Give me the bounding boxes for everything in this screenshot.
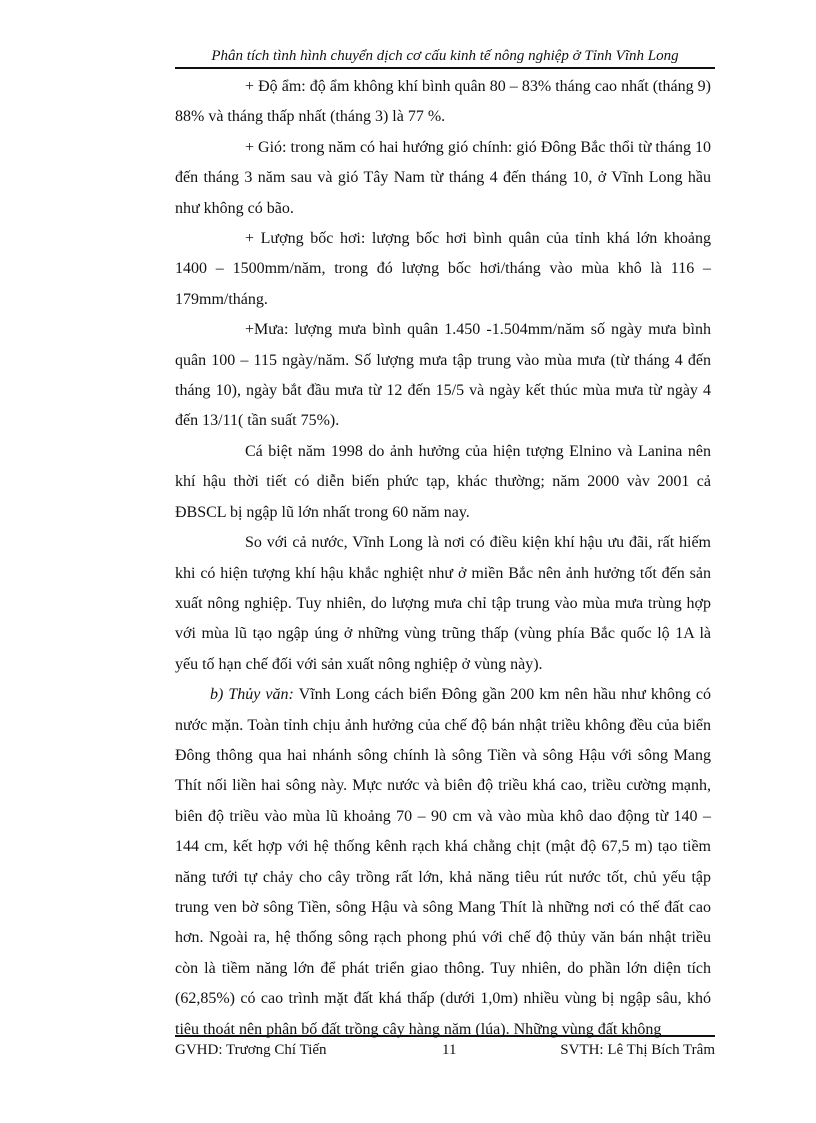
paragraph-humidity: + Độ ẩm: độ ẩm không khí bình quân 80 – 83% tháng cao nhất (tháng 9) 88% và tháng thấp nhất (tháng 3) là 77 %.: [175, 78, 711, 126]
paragraph-rain: +Mưa: lượng mưa bình quân 1.450 -1.504mm/năm số ngày mưa bình quân 100 – 115 ngày/năm. Số lượng mưa tập trung vào mùa mưa (từ tháng 4 đến tháng 10), ngày bắt đầu mưa từ 12 đến 15/5 và ngày kết thúc mùa mưa từ ngày 4 đến 13/11( tần suất 75%).: [175, 321, 711, 430]
paragraph-1998: Cá biệt năm 1998 do ảnh hưởng của hiện tượng Elnino và Lanina nên khí hậu thời tiết có diễn biến phức tạp, khác thường; năm 2000 vàv 2001 cả ĐBSCL bị ngập lũ lớn nhất trong 60 năm nay.: [175, 442, 711, 521]
footer-rule: [175, 1035, 715, 1037]
page-number: 11: [442, 1042, 457, 1058]
hydrology-text: Vĩnh Long cách biển Đông gần 200 km nên hầu như không có nước mặn. Toàn tỉnh chịu ảnh hưởng của chế độ bán nhật triều không đều của biển Đông thông qua hai nhánh sông chính là sông Tiền và sông Hậu với sông Mang Thít nối liền hai sông này. Mực nước và biên độ triều khá cao, triều cường mạnh, biên độ triều vào mùa lũ khoảng 70 – 90 cm và vào mùa khô dao động từ 140 – 144 cm, kết hợp với hệ thống kênh rạch khá chằng chịt (mật độ 67,5 m) tạo tiềm năng tưới tự chảy cho cây trồng rất lớn, khả năng tiêu rút nước tốt, chủ yếu tập trung ven bờ sông Tiền, sông Hậu và sông Mang Thít là những nơi có thế đất cao hơn. Ngoài ra, hệ thống sông rạch phong phú với chế độ thủy văn bán nhật triều còn là tiềm năng lớn để phát triển giao thông. Tuy nhiên, do phần lớn diện tích (62,85%) có cao trình mặt đất khá thấp (dưới 1,0m) nhiều vùng bị ngập sâu, khó tiêu thoát nên phân bố đất trồng cây hàng năm (lúa). Những vùng đất không: [175, 686, 711, 1038]
hydrology-label: b) Thủy văn:: [210, 686, 294, 704]
paragraph-climate-summary: So với cả nước, Vĩnh Long là nơi có điều kiện khí hậu ưu đãi, rất hiếm khi có hiện tượng khí hậu khắc nghiệt như ở miền Bắc nên ảnh hưởng tốt đến sản xuất nông nghiệp. Tuy nhiên, do lượng mưa chỉ tập trung vào mùa mưa trùng hợp với mùa lũ tạo ngập úng ở những vùng trũng thấp (vùng phía Bắc quốc lộ 1A là yếu tố hạn chế đối với sản xuất nông nghiệp ở vùng này).: [175, 534, 711, 673]
header-rule: [175, 67, 715, 69]
footer-advisor: GVHD: Trương Chí Tiến: [175, 1042, 327, 1058]
page-header-title: Phân tích tình hình chuyển dịch cơ cấu kinh tế nông nghiệp ở Tỉnh Vĩnh Long: [211, 48, 679, 64]
page-body: [175, 72, 711, 1045]
paragraph-hydrology: [175, 680, 711, 1045]
paragraph-wind: + Gió: trong năm có hai hướng gió chính: gió Đông Bắc thổi từ tháng 10 đến tháng 3 năm sau và gió Tây Nam từ tháng 4 đến tháng 10, ở Vĩnh Long hầu như không có bão.: [175, 138, 711, 217]
page-footer: [175, 1040, 715, 1060]
footer-student: SVTH: Lê Thị Bích Trâm: [560, 1042, 715, 1058]
paragraph-evaporation: + Lượng bốc hơi: lượng bốc hơi bình quân của tỉnh khá lớn khoảng 1400 – 1500mm/năm, trong đó lượng bốc hơi/tháng vào mùa khô là 116 – 179mm/tháng.: [175, 230, 711, 308]
